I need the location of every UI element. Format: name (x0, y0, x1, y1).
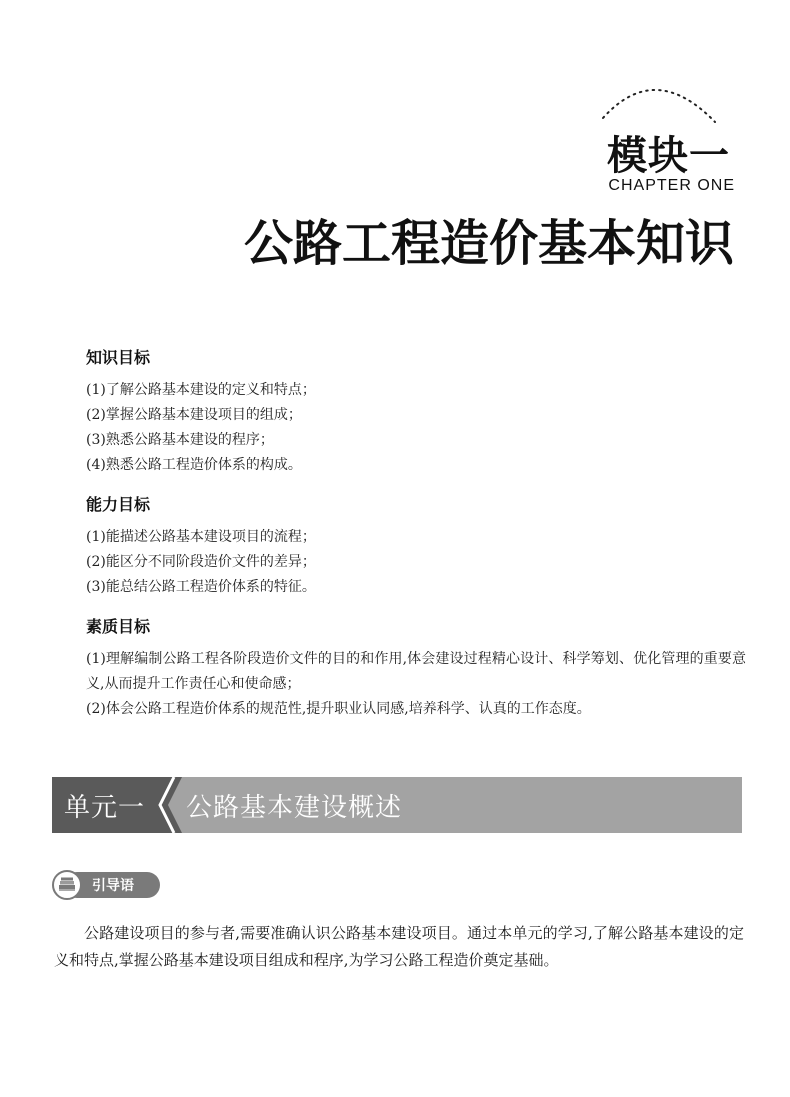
section-heading: 能力目标 (86, 495, 151, 514)
objectives-section (86, 345, 746, 736)
decorative-arc (595, 78, 725, 128)
list-item: (3)能总结公路工程造价体系的特征。 (86, 579, 316, 595)
unit-name: 公路基本建设概述 (186, 793, 403, 823)
list-item: (1)了解公路基本建设的定义和特点； (86, 382, 316, 398)
unit-banner (52, 777, 742, 833)
list-item: (2)能区分不同阶段造价文件的差异； (86, 554, 316, 570)
module-title: 模块一 (607, 133, 730, 179)
list-item: (1)能描述公路基本建设项目的流程； (86, 529, 316, 545)
page-title: 公路工程造价基本知识 (243, 215, 734, 272)
list-item: (3)熟悉公路基本建设的程序； (86, 432, 274, 448)
intro-label: 引导语 (92, 878, 134, 894)
quality-objectives (86, 614, 746, 722)
list-item: (2)掌握公路基本建设项目的组成； (86, 407, 302, 423)
ability-objectives (86, 492, 746, 600)
list-item: (2)体会公路工程造价体系的规范性,提升职业认同感,培养科学、认真的工作态度。 (86, 701, 591, 717)
intro-paragraph: 公路建设项目的参与者,需要准确认识公路基本建设项目。通过本单元的学习,了解公路基本建设的定义和特点,掌握公路基本建设项目组成和程序,为学习公路工程造价奠定基础。 (54, 924, 744, 969)
unit-number: 单元一 (64, 793, 146, 823)
knowledge-objectives (86, 345, 746, 478)
section-heading: 知识目标 (86, 348, 151, 367)
list-item: (1)理解编制公路工程各阶段造价文件的目的和作用,体会建设过程精心设计、科学筹划、优化管理的重要意义,从而提升工作责任心和使命感； (86, 651, 746, 692)
books-icon (59, 878, 75, 891)
list-item: (4)熟悉公路工程造价体系的构成。 (86, 457, 302, 473)
section-heading: 素质目标 (86, 617, 151, 636)
intro-tag (52, 870, 162, 900)
chapter-label: CHAPTER ONE (608, 177, 735, 194)
